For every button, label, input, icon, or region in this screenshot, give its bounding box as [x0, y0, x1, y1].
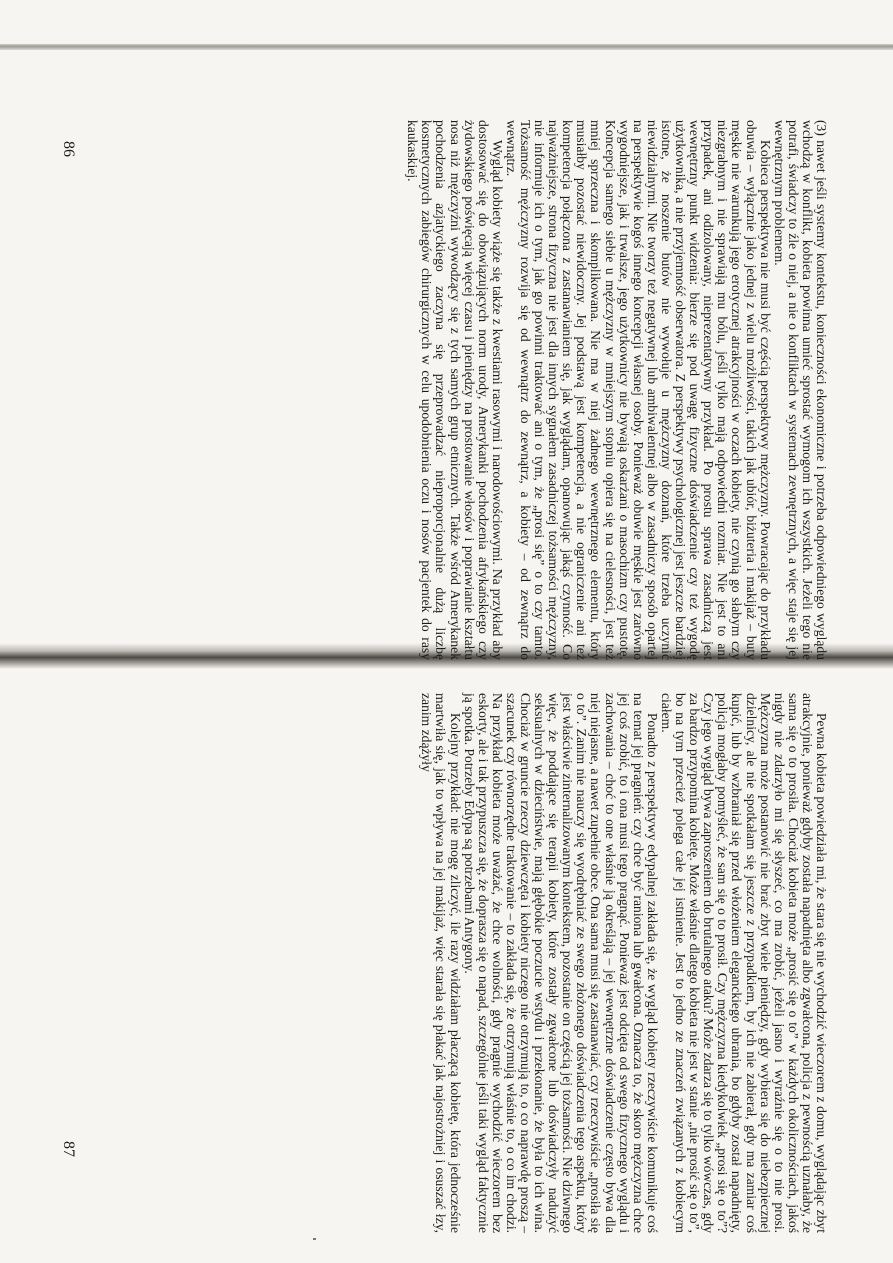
page-86-text	[405, 120, 829, 660]
paragraph: Kolejny przykład: nie mogę zliczyć, ile razy widziałam płaczącą kobietę, która jednocześnie martwiła się, jak to wpływa na jej makijaż, więc starała się płakać jak najostrożniej i osuszać łzy, zanim zdążyły	[419, 693, 463, 1233]
paragraph: (3) nawet jeśli systemy kontekstu, konieczności ekonomiczne i potrzeba odpowiedniego wyglądu wchodzą w konflikt, kobieta powinna umieć sprostać wymogom ich wszystkich. Jeżeli tego nie potrafi, świadczy to źle o niej, a nie o konfliktach w systemach zewnętrznych, a więc staje się jej wewnętrznym problemem.	[771, 120, 829, 660]
scan-speck	[313, 1238, 316, 1240]
scan-top-edge	[0, 44, 893, 50]
paragraph: Ponadto z perspektywy edypalnej zakłada się, że wygląd kobiety rzeczywiście komunikuje coś na temat jej pragnień: czy chce być raniona lub gwałcona. Oznacza to, że skoro mężczyzna chce jej coś zrobić, to i ona musi tego pragnąć. Ponieważ jest odcięta od swego fizycznego wyglądu i zachowania – choć to one właśnie ją określają – jej wewnętrzne doświadczenie często bywa dla niej niejasne, a nawet zupełnie obce. Ona sama musi się zastanawiać, czy rzeczywiście „prosiła się o to”. Zanim nie nauczy się wyodrębniać ze swego złożonego doświadczenia tego aspektu, który jest właściwie zinternalizowanym kontekstem, pozostanie on częścią jej tożsamości. Nie dziwnego więc, że poddające się terapii kobiety, które zostały zgwałcone lub doświadczyły nadużyć seksualnych w dzieciństwie, mają głębokie poczucie wstydu i przekonanie, że była to ich wina. Chociaż w gruncie rzeczy dziewczęta i kobiety niczego nie otrzymują to, o co naprawdę proszą – szacunek czy równorzędne traktowanie – to zakłada się, że otrzymują właśnie to, o co im chodzi. Na przykład kobieta może uważać, że chce wolności, gdy pragnie wychodzić wieczorem bez eskorty, ale i tak przypuszcza się, że doprasza się o napad, szczególnie jeśli taki wygląd faktycznie ją spotka. Potrzeby Edypa są potrzebami Antygony.	[461, 693, 660, 1233]
paragraph: Kobieca perspektywa nie musi być częścią perspektywy mężczyzny. Powracając do przykładu obuwia – wyłącznie jako jednej z wielu możliwości, takich jak ubiór, biżuteria i makijaż – buty męskie nie warunkują jego erotycznej atrakcyjności w oczach kobiety, nie czynią go słabym czy niezgrabnym i nie sprawiają mu bólu, jeśli tylko mają odpowiedni rozmiar. Nie jest to ani przypadek, ani odizolowany, nieprezentatywny przykład. Po prostu sprawa zasadniczą jest wewnętrzny punkt widzenia: bierze się pod uwagę fizyczne doświadczenie czy też wygodę użytkownika, a nie przyjemność obserwatora. Z perspektywy psychologicznej jest jeszcze bardziej istotne, że noszenie butów nie wywołuje u mężczyzny doznań, które trzeba uczynić niewidzialnymi. Nie tworzy też negatywnej lub ambiwalentnej albo w zasadniczy sposób opartej na perspektywie kogoś innego koncepcji własnej osoby. Ponieważ obuwie męskie jest zarówno wygodniejsze, jak i trwalsze, jego użytkownicy nie bywają oskarżani o masochizm czy pustotę. Koncepcja samego siebie u mężczyzny w mniejszym stopniu opiera się na cielesności, jest też mniej sprzeczna i skomplikowana. Nie ma w niej żadnego wewnętrznego elementu, który musiałby pozostać niewidoczny. Jej podstawą jest kompetencja, a nie ograniczenie ani też kompetencja połączona z zastanawianiem się, jak wyglądam, opanowując jakąś czynność. Co najważniejsze, strona fizyczna nie jest dla innych sygnałem zasadniczej tożsamości mężczyzny, nie informuje ich o tym, jak go powinni traktować ani o tym, że „prosi się” o to czy tamto. Tożsamość mężczyzny rozwija się od wewnątrz do zewnątrz, a kobiety – od zewnątrz do wewnątrz.	[503, 120, 773, 660]
page-87-text	[419, 693, 829, 1233]
page-number: 86	[60, 141, 77, 157]
page-number: 87	[60, 1141, 77, 1157]
paragraph: Wygląd kobiety wiąże się także z kwestiami rasowymi i narodowościowymi. Na przykład aby dostosować się do obowiązujących norm urody, Amerykanki pochodzenia afrykańskiego czy żydowskiego poświęcają więcej czasu i pieniędzy na prostowanie włosów i poprawianie kształtu nosa niż mężczyźni wywodzący się z tych samych grup etnicznych. Także wśród Amerykanek pochodzenia azjatyckiego zaczyna się przeprowadzać nieproporcjonalnie dużą liczbę kosmetycznych zabiegów chirurgicznych w celu upodobnienia oczu i nosów pacjentek do rasy kaukaskiej.	[405, 120, 505, 660]
paragraph: Pewna kobieta powiedziała mi, że stara się nie wychodzić wieczorem z domu, wyglądając zbyt atrakcyjnie, ponieważ gdyby została napadnięta albo zgwałcona, policja z pewnością uznałaby, że sama się o to prosiła. Chociaż kobieta może „prosić się o to” w każdych okolicznościach, jakoś nigdy nie zdarzyło mi się słyszeć, co ma zrobić, jeżeli jasno i wyraźnie się o to nie prosi. Mężczyzna może postanowić nie brać zbyt wiele pieniędzy, gdy wybiera się do niebezpiecznej dzielnicy, ale nie spotkałam się jeszcze z przypadkiem, by ich nie zabierał, gdy ma zamiar coś kupić, lub by wzbraniał się przed włożeniem eleganckiego ubrania, bo gdyby został napadnięty, policja mogłaby pomyśleć, że sam się o to prosił. Czy mężczyzna kiedykolwiek „prosi się o to”? Czy jego wygląd bywa zaproszeniem do brutalnego ataku? Może zdarza się to tylko wówczas, gdy za bardzo przypomina kobietę. Może właśnie dlatego kobieta nie jest w stanie „nie prosić się o to”, bo na tym przecież polega całe jej istnienie. Jest to jedno ze znaczeń związanych z kobiecym ciałem.	[658, 693, 829, 1233]
